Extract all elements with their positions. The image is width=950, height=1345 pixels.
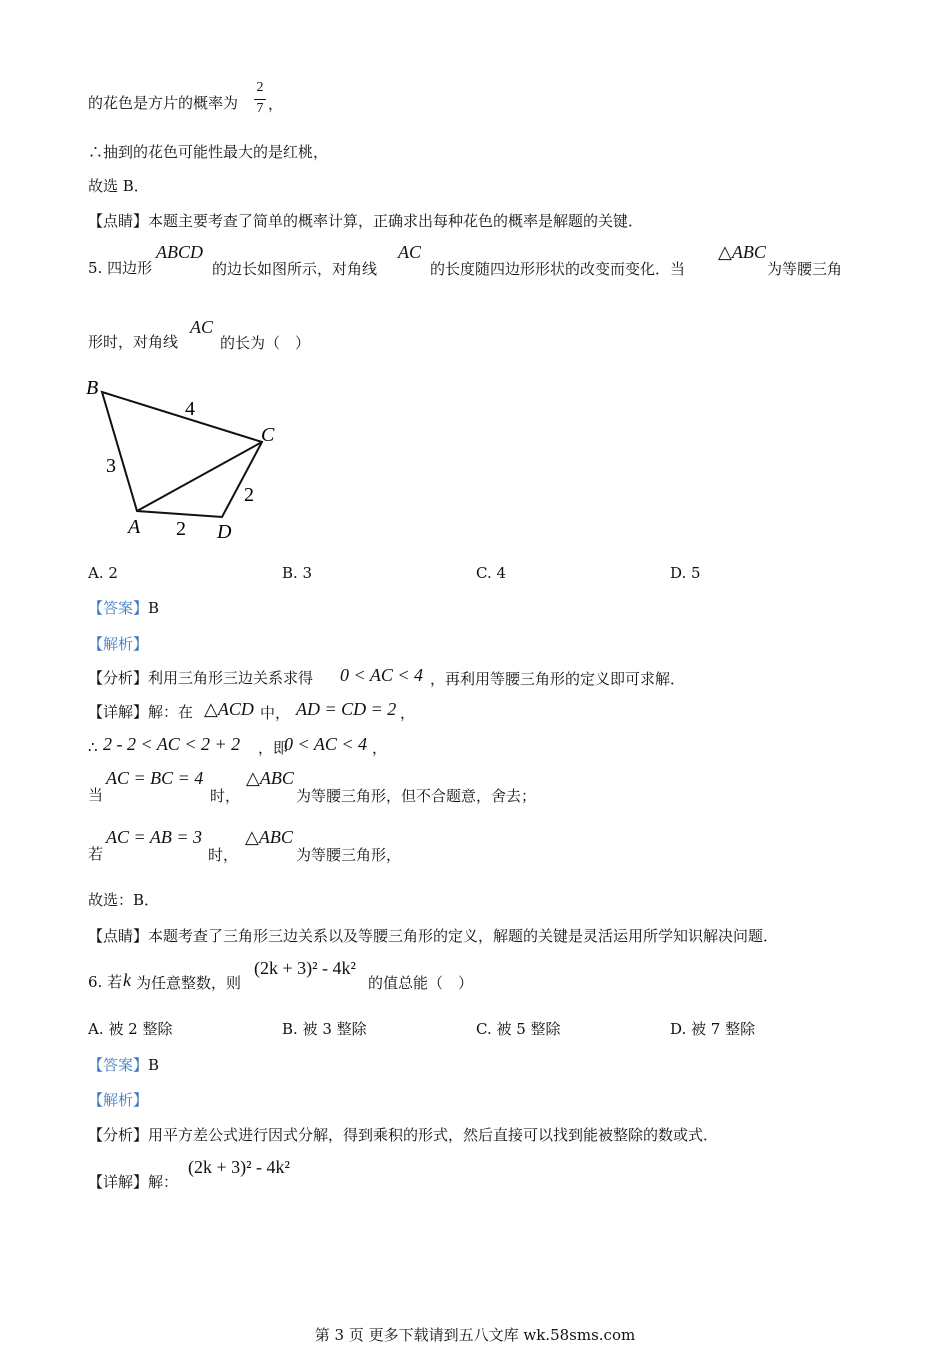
prev-comment [88,211,643,231]
q5-option-c: C. 4 [476,564,507,582]
q5-ac-2: AC [190,317,214,337]
side-cd-length: 2 [244,484,254,506]
comment-text: 本题主要考查了简单的概率计算，正确求出每种花色的概率是解题的关键． [148,212,644,230]
q6-expr-2: (2k + 3)² - 4k² [188,1157,290,1177]
q6-option-b: B. 被 3 整除 [282,1020,367,1038]
q5-ac: AC [398,242,422,262]
q5-ineq-end: ， [372,739,388,757]
quadrilateral-figure [80,370,300,550]
q5-xiangjie: 【详解】解：在 [88,703,194,721]
q5-option-d: D. 5 [670,564,701,582]
side-ab-length: 3 [106,455,116,477]
q5-xj-eq: AD = CD = 2 [296,699,397,719]
fraction-bar [254,99,266,100]
side-ad-length: 2 [176,518,186,540]
q6-stem-p1: 6. 若 [88,973,123,991]
answer-value: B [148,599,160,617]
q5-stem-p6: 的长为（ ） [220,334,311,352]
q5-xj-mid: 中， [260,704,291,722]
q5-ineq-mid: ，即 [258,739,289,757]
q5-comment [88,926,778,946]
q6-stem-p3: 的值总能（ ） [368,974,474,992]
xiangjie-tag: 【详解】 [88,703,149,721]
q5-stem-p1: 5. 四边形 [88,259,153,277]
prev-line-1: 的花色是方片的概率为 [88,94,239,112]
q5-stem-p5: 形时，对角线 [88,333,179,351]
q5-ineq-pre: ∴ [88,738,98,756]
q6-expr: (2k + 3)² - 4k² [254,958,356,978]
answer-tag: 【答案】 [88,599,149,617]
comment-text: 本题考查了三角形三边关系以及等腰三角形的定义，解题的关键是灵活运用所学知识解决问题． [148,927,779,945]
q5-stem-p2: 的边长如图所示，对角线 [212,260,378,278]
q5-stem-p4: 为等腰三角 [767,260,843,278]
q6-k: k [123,970,131,990]
q6-option-c: C. 被 5 整除 [476,1020,561,1038]
q5-ineq-2: 0 < AC < 4 [284,734,367,754]
xiangjie-tag: 【详解】 [88,1173,149,1191]
comment-tag: 【点睛】 [88,212,149,230]
q5-analysis-tag: 【解析】 [88,635,149,653]
q5-option-b: B. 3 [282,564,313,582]
q5-ineq-1: 2 - 2 < AC < 2 + 2 [103,734,241,754]
fraction-denominator: 7 [256,101,264,116]
q5-case2-eq: AC = AB = 3 [106,827,202,847]
fenxi-tag: 【分析】 [88,669,149,687]
q5-stem-p3: 的长度随四边形形状的改变而变化．当 [430,260,686,278]
q5-option-a: A. 2 [88,564,118,582]
q5-fenxi: 【分析】利用三角形三边关系求得 [88,669,314,687]
vertex-b-label: B [86,377,99,399]
prev-line-3: 故选 B． [88,177,149,195]
q6-xiangjie: 【详解】解： [88,1173,179,1191]
fenxi-tag: 【分析】 [88,1126,149,1144]
q5-case2-tri: △ABC [245,827,293,847]
q5-tri-abc: △ABC [718,242,766,262]
q5-case2-end: 为等腰三角形， [296,846,402,864]
vertex-c-label: C [261,424,275,446]
q6-fenxi: 【分析】用平方差公式进行因式分解，得到乘积的形式，然后直接可以找到能被整除的数或式． [88,1126,719,1144]
prev-line-1-tail: ， [268,95,284,113]
side-bc-length: 4 [185,398,195,420]
q5-tri-acd: △ACD [204,699,254,719]
q5-xj-end: ， [400,704,416,722]
q5-case2-pre: 若 [88,845,104,863]
q5-case1-end: 为等腰三角形，但不合题意，舍去； [296,787,537,805]
q6-answer [88,1055,159,1075]
page-footer: 第 3 页 更多下载请到五八文库 wk.58sms.com [314,1326,636,1344]
q5-answer [88,598,159,618]
vertex-a-label: A [128,516,141,538]
q5-choose: 故选：B． [88,891,160,909]
q5-case1-tri: △ABC [246,768,294,788]
q5-fenxi-math: 0 < AC < 4 [340,665,423,685]
q5-case1-eq: AC = BC = 4 [106,768,204,788]
q6-option-a: A. 被 2 整除 [88,1020,173,1038]
comment-tag: 【点睛】 [88,927,149,945]
answer-value: B [148,1056,160,1074]
q5-case1-pre: 当 [88,786,104,804]
fraction-numerator: 2 [256,80,264,95]
answer-tag: 【答案】 [88,1056,149,1074]
vertex-d-label: D [217,521,232,543]
q6-option-d: D. 被 7 整除 [670,1020,756,1038]
q5-abcd: ABCD [156,242,203,262]
q5-fenxi-tail: ，再利用等腰三角形的定义即可求解． [430,670,686,688]
q5-case2-mid: 时， [208,846,239,864]
q5-case1-mid: 时， [210,787,241,805]
q6-analysis-tag: 【解析】 [88,1091,149,1109]
prev-line-2: ∴抽到的花色可能性最大的是红桃， [88,143,329,161]
q6-stem-p2: 为任意整数，则 [136,974,242,992]
